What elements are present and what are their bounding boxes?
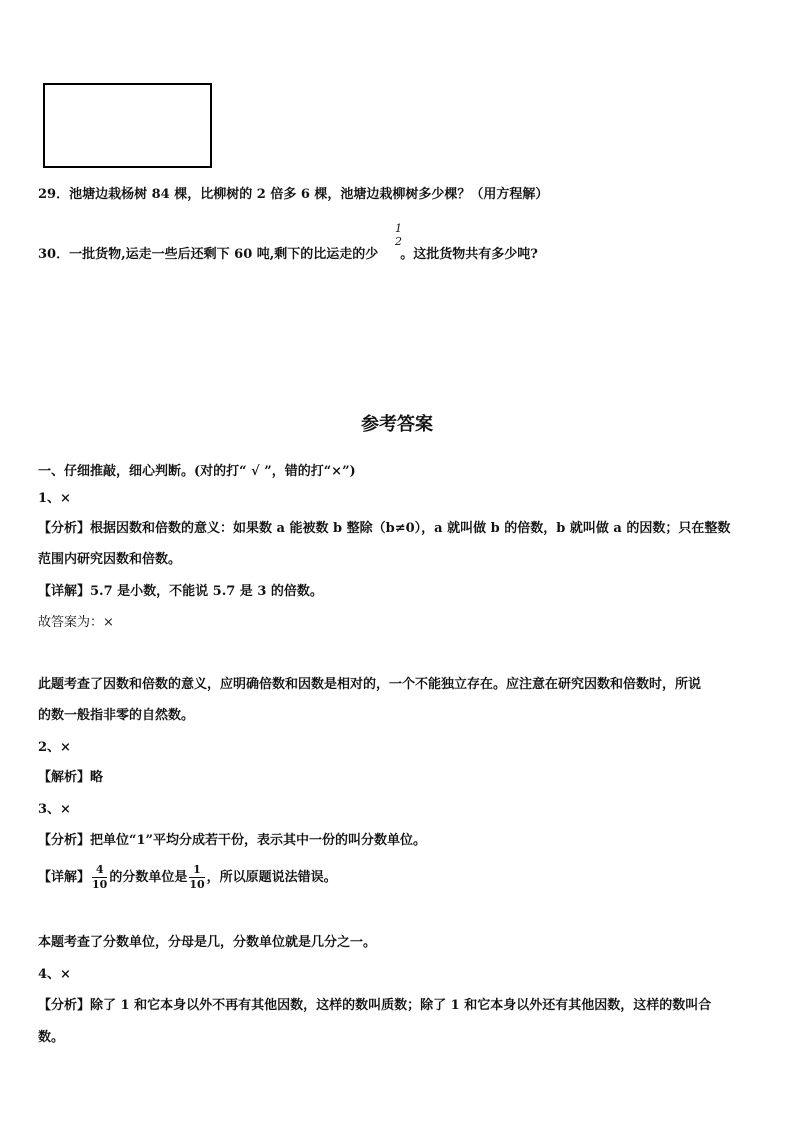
answer-3-fraction-1: [92, 864, 107, 891]
answer-4-label: 4、×: [38, 967, 71, 982]
answer-4-analysis-line1: 【分析】除了 1 和它本身以外不再有其他因数，这样的数叫质数；除了 1 和它本身以外还有其他因数，这样的数叫合: [38, 998, 712, 1013]
question-30-fraction-numerator: 1: [395, 222, 402, 235]
answer-3-detail-suffix: ，所以原题说法错误。: [206, 870, 337, 885]
question-30-fraction-denominator: 2: [395, 235, 402, 248]
section-1-heading: 一、仔细推敲，细心判断。(对的打“ √ ”，错的打“×”): [38, 464, 356, 479]
question-29: 29．池塘边栽杨树 84 棵，比柳树的 2 倍多 6 棵，池塘边栽柳树多少棵？（用方程解）: [38, 187, 549, 202]
answer-1-analysis-line1: 【分析】根据因数和倍数的意义：如果数 a 能被数 b 整除（b≠0），a 就叫做 b 的倍数，b 就叫做 a 的因数；只在整数: [38, 521, 731, 536]
answer-3-fraction-2-numerator: 1: [193, 863, 201, 876]
answer-2-analysis: 【解析】略: [38, 770, 104, 785]
question-30: [38, 246, 538, 264]
answer-3-fraction-2-denominator: 10: [189, 878, 205, 891]
question-30-suffix: 。这批货物共有多少吨?: [400, 247, 538, 262]
answer-3-fraction-1-denominator: 10: [92, 878, 108, 891]
question-30-prefix: 30．一批货物,运走一些后还剩下 60 吨,剩下的比运走的少: [38, 247, 379, 262]
answer-3-detail: [38, 858, 337, 898]
answer-3-comment: 本题考查了分数单位，分母是几，分数单位就是几分之一。: [38, 935, 377, 950]
answer-1-label: 1、×: [38, 491, 71, 506]
answer-1-comment-line2: 的数一般指非零的自然数。: [38, 708, 195, 723]
answer-1-comment-line1: 此题考查了因数和倍数的意义，应明确倍数和因数是相对的，一个不能独立存在。应注意在研究因数和倍数时，所说: [38, 677, 702, 692]
question-30-fraction: [395, 222, 402, 248]
answer-1-detail: 【详解】5.7 是小数，不能说 5.7 是 3 的倍数。: [38, 584, 323, 599]
answer-3-analysis: 【分析】把单位“1”平均分成若干份，表示其中一份的叫分数单位。: [38, 833, 427, 848]
answer-4-analysis-line2: 数。: [38, 1030, 65, 1045]
answer-3-label: 3、×: [38, 802, 71, 817]
answer-1-answer: 故答案为：×: [38, 615, 114, 630]
answer-3-fraction-2: [189, 864, 204, 891]
answer-3-fraction-1-numerator: 4: [95, 863, 104, 876]
answer-1-analysis-line2: 范围内研究因数和倍数。: [38, 552, 182, 567]
answer-2-label: 2、×: [38, 740, 71, 755]
answers-title: 参考答案: [361, 414, 433, 435]
answer-3-detail-mid: 的分数单位是: [109, 870, 188, 885]
answer-drawing-box: [43, 83, 212, 168]
answer-3-detail-prefix: 【详解】: [38, 870, 91, 885]
